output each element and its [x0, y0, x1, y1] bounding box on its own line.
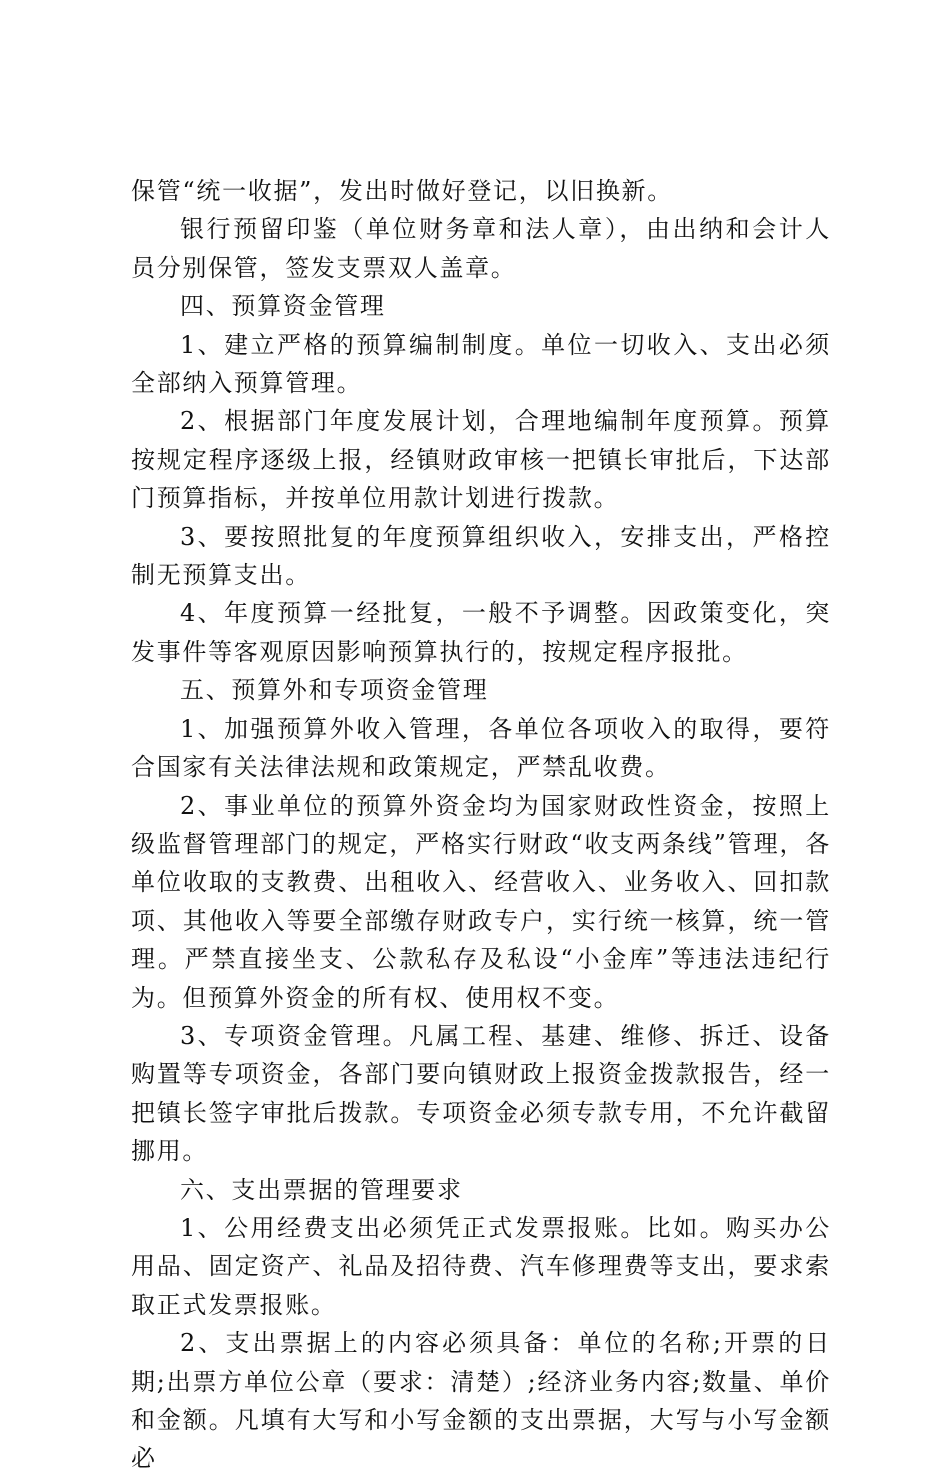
paragraph-extra-budget-item-1: 1、加强预算外收入管理，各单位各项收入的取得，要符合国家有关法律法规和政策规定，严禁乱收费。 — [131, 714, 831, 782]
paragraph-budget-item-2: 2、根据部门年度发展计划，合理地编制年度预算。预算按规定程序逐级上报，经镇财政审核一把镇长审批后，下达部门预算指标，并按单位用款计划进行拨款。 — [131, 407, 831, 513]
paragraph-receipts-item-2: 2、支出票据上的内容必须具备：单位的名称;开票的日期;出票方单位公章（要求：清楚）;经济业务内容;数量、单价和金额。凡填有大写和小写金额的支出票据，大写与小写金额必 — [131, 1329, 831, 1473]
paragraph-budget-item-4: 4、年度预算一经批复，一般不予调整。因政策变化，突发事件等客观原因影响预算执行的，按规定程序报批。 — [131, 599, 831, 666]
paragraph-continuation: 保管“统一收据”，发出时做好登记，以旧换新。 — [131, 177, 673, 205]
section-heading-extra-budget: 五、预算外和专项资金管理 — [180, 676, 489, 705]
section-heading-budget-funds: 四、预算资金管理 — [180, 292, 386, 321]
paragraph-receipts-item-1: 1、公用经费支出必须凭正式发票报账。比如。购买办公用品、固定资产、礼品及招待费、汽车修理费等支出，要求索取正式发票报账。 — [131, 1213, 831, 1319]
document-body — [131, 172, 831, 1478]
paragraph-budget-item-3: 3、要按照批复的年度预算组织收入，安排支出，严格控制无预算支出。 — [131, 522, 831, 590]
section-heading-expense-receipts: 六、支出票据的管理要求 — [180, 1175, 463, 1204]
paragraph-budget-item-1: 1、建立严格的预算编制制度。单位一切收入、支出必须全部纳入预算管理。 — [131, 330, 831, 398]
paragraph-bank-seals: 银行预留印鉴（单位财务章和法人章），由出纳和会计人员分别保管，签发支票双人盖章。 — [131, 215, 831, 282]
paragraph-extra-budget-item-2: 2、事业单位的预算外资金均为国家财政性资金，按照上级监督管理部门的规定，严格实行财政“收支两条线”管理，各单位收取的支教费、出租收入、经营收入、业务收入、回扣款项、其他收入等要全部缴存财政专户，实行统一核算，统一管理。严禁直接坐支、公款私存及私设“小金库”等违法违纪行为。但预算外资金的所有权、使用权不变。 — [131, 791, 831, 1012]
paragraph-extra-budget-item-3: 3、专项资金管理。凡属工程、基建、维修、拆迁、设备购置等专项资金，各部门要向镇财政上报资金拨款报告，经一把镇长签字审批后拨款。专项资金必须专款专用，不允许截留挪用。 — [131, 1021, 831, 1166]
